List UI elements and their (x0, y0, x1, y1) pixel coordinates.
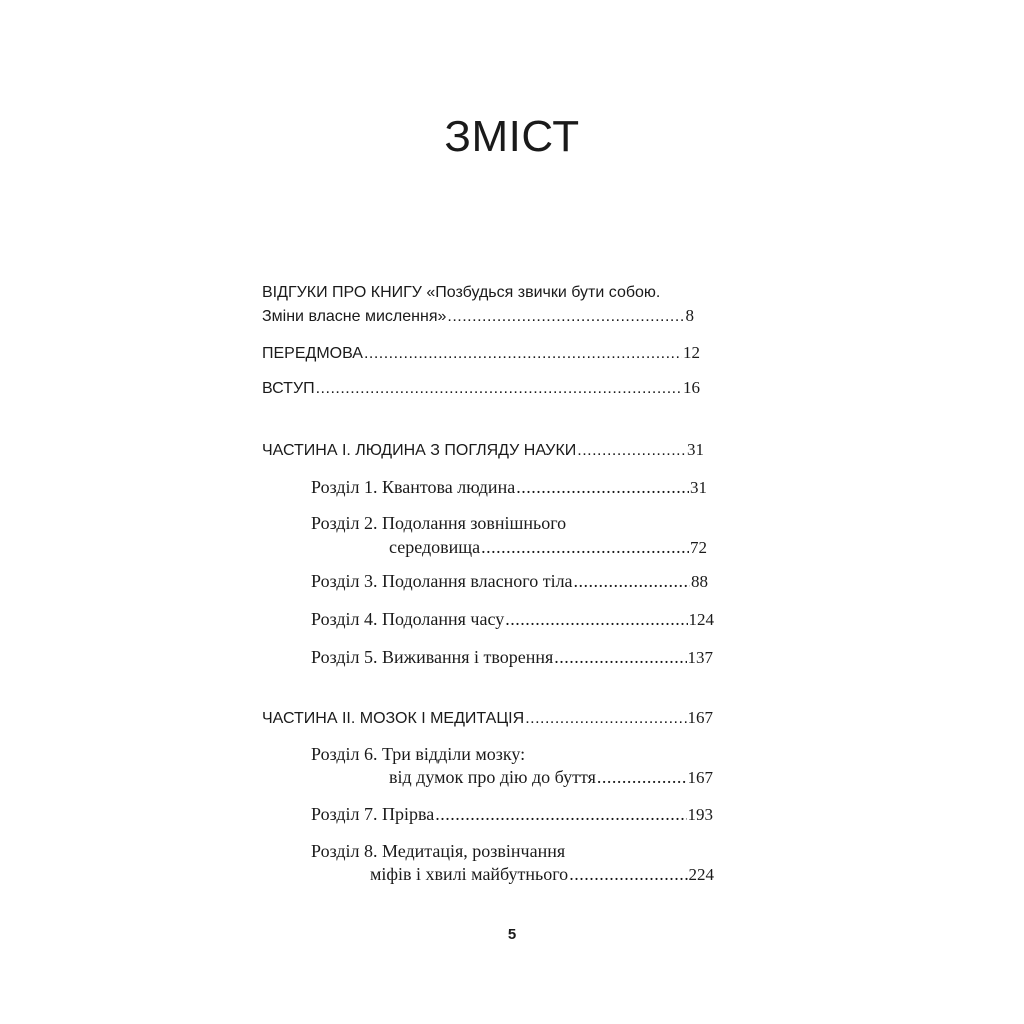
toc-entry-chapter2[interactable] (389, 534, 707, 560)
toc-entry-label: Розділ 7. Прірва (311, 804, 435, 824)
dot-leader (481, 534, 689, 560)
toc-page-number: 137 (687, 648, 713, 667)
toc-entry-label: Розділ 1. Квантова людина (311, 477, 516, 497)
toc-entry-chapter4[interactable] (311, 606, 714, 632)
dot-leader (525, 706, 686, 732)
toc-page-number: 167 (687, 768, 713, 787)
toc-entry-chapter7[interactable] (311, 801, 713, 827)
toc-entry-label: Розділ 3. Подолання власного тіла (311, 571, 573, 591)
toc-entry-chapter8[interactable] (370, 861, 714, 887)
toc-entry-reviews[interactable] (262, 303, 694, 329)
toc-page-number: 193 (687, 805, 713, 824)
toc-entry-label: Розділ 5. Виживання і творення (311, 647, 554, 667)
toc-page-number: 167 (687, 708, 713, 727)
toc-entry-chapter1[interactable] (311, 474, 707, 500)
toc-entry-label: ЧАСТИНА І. ЛЮДИНА З ПОГЛЯДУ НАУКИ (262, 442, 577, 459)
toc-entry-chapter8-line1[interactable]: Розділ 8. Медитація, розвінчання (311, 841, 566, 861)
page-number: 5 (507, 926, 517, 943)
dot-leader (574, 568, 690, 594)
dot-leader (597, 764, 687, 790)
toc-entry-chapter5[interactable] (311, 644, 713, 670)
toc-entry-reviews-line1[interactable]: ВІДГУКИ ПРО КНИГУ «Позбудься звички бути собою. (262, 284, 661, 301)
toc-entry-label: міфів і хвилі майбутнього (370, 864, 569, 884)
toc-entry-label: від думок про дію до буття (389, 767, 596, 787)
toc-page-number: 12 (683, 343, 700, 362)
toc-page-number: 72 (690, 538, 707, 557)
dot-leader (516, 474, 689, 500)
toc-page-number: 88 (691, 572, 708, 591)
toc-entry-chapter3[interactable] (311, 568, 708, 594)
toc-page-number: 224 (688, 865, 714, 884)
toc-entry-intro[interactable] (262, 375, 700, 401)
dot-leader (435, 801, 686, 827)
toc-entry-label: ЧАСТИНА ІІ. МОЗОК І МЕДИТАЦІЯ (262, 710, 525, 727)
dot-leader (569, 861, 687, 887)
toc-entry-label: ПЕРЕДМОВА (262, 345, 363, 362)
toc-entry-chapter2-line1[interactable]: Розділ 2. Подолання зовнішнього (311, 513, 567, 533)
dot-leader (505, 606, 687, 632)
toc-entry-preface[interactable] (262, 340, 700, 366)
toc-page-number: 124 (688, 610, 714, 629)
toc-entry-chapter6-line1[interactable]: Розділ 6. Три відділи мозку: (311, 744, 526, 764)
toc-entry-part1[interactable] (262, 437, 704, 463)
toc-entry-label: Зміни власне мислення» (262, 308, 447, 325)
toc-entry-label: середовища (389, 537, 481, 557)
toc-page-number: 31 (690, 478, 707, 497)
toc-entry-label: Розділ 4. Подолання часу (311, 609, 505, 629)
toc-entry-part2[interactable] (262, 705, 713, 731)
toc-page-number: 8 (685, 306, 694, 325)
toc-entry-chapter6[interactable] (389, 764, 713, 790)
dot-leader (316, 376, 682, 402)
dot-leader (554, 644, 686, 670)
dot-leader (447, 304, 684, 330)
dot-leader (577, 438, 686, 464)
toc-page-number: 16 (683, 378, 700, 397)
dot-leader (364, 341, 682, 367)
page-title: ЗМІСТ (444, 112, 580, 161)
toc-entry-label: ВСТУП (262, 380, 315, 397)
toc-page-number: 31 (687, 440, 704, 459)
